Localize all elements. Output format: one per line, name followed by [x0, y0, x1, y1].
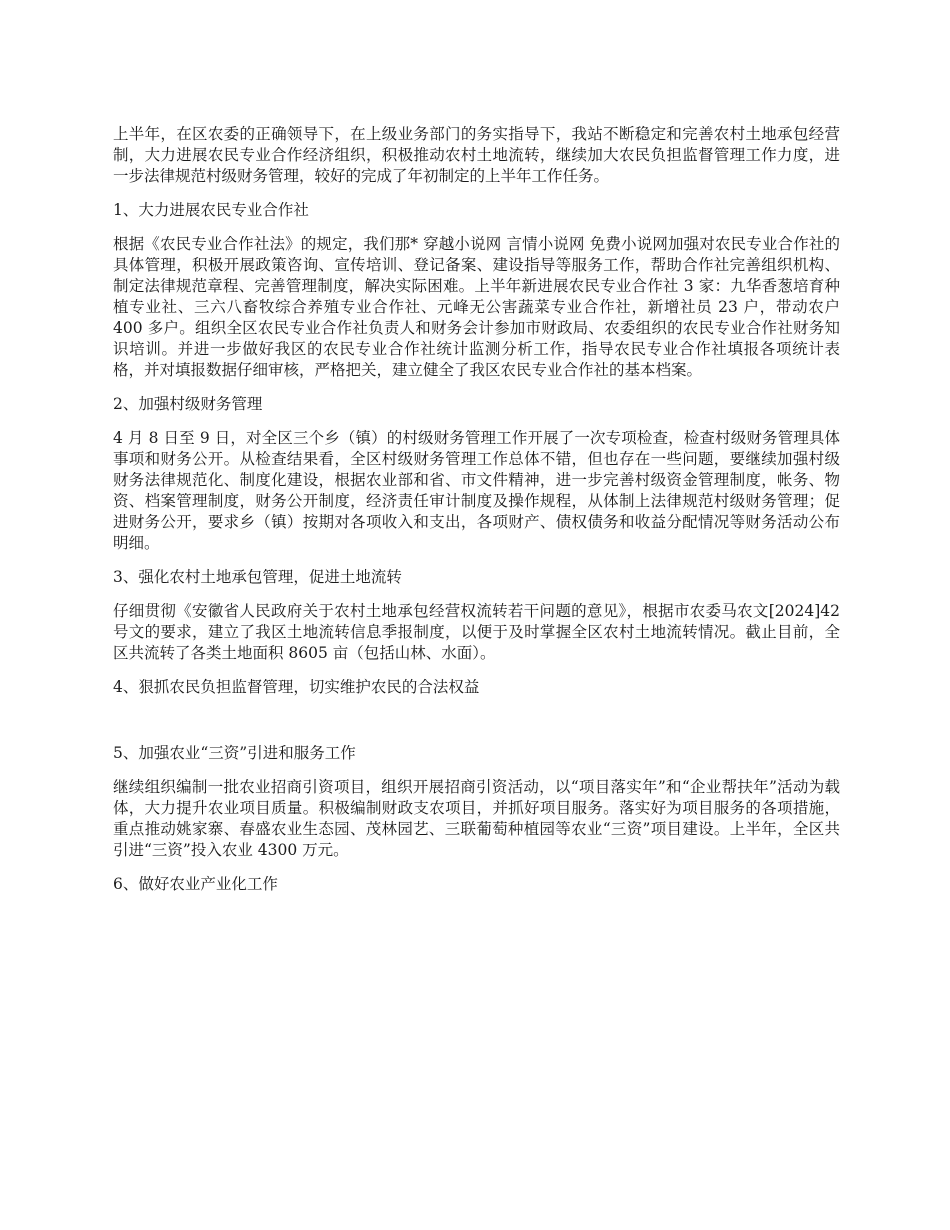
section-5-body: 继续组织编制一批农业招商引资项目，组织开展招商引资活动，以“项目落实年”和“企业帮扶年”活动为载体，大力提升农业项目质量。积极编制财政支农项目，并抓好项目服务。落实好为项目服务的各项措施，重点推动姚家寨、春盛农业生态园、茂林园艺、三联葡萄种植园等农业“三资”项目建设。上半年，全区共引进“三资”投入农业 4300 万元。: [113, 778, 840, 859]
section-1-body: 根据《农民专业合作社法》的规定，我们那* 穿越小说网 言情小说网 免费小说网加强对农民专业合作社的具体管理，积极开展政策咨询、宣传培训、登记备案、建设指导等服务工作，帮助合作社完善组织机构、制定法律规范章程、完善管理制度，解决实际困难。上半年新进展农民专业合作社 3 家：九华香葱培育种植专业社、三六八畜牧综合养殖专业合作社、元峰无公害蔬菜专业合作社，新增社员 23 户，带动农户 400 多户。组织全区农民专业合作社负责人和财务会计参加市财政局、农委组织的农民专业合作社财务知识培训。并进一步做好我区的农民专业合作社统计监测分析工作，指导农民专业合作社填报各项统计表格，并对填报数据仔细审核，严格把关，建立健全了我区农民专业合作社的基本档案。: [113, 235, 840, 379]
section-1-heading: 1、大力进展农民专业合作社: [113, 201, 309, 219]
section-2-body: 4 月 8 日至 9 日，对全区三个乡（镇）的村级财务管理工作开展了一次专项检查，检查村级财务管理具体事项和财务公开。从检查结果看，全区村级财务管理工作总体不错，但也存在一些问题，要继续加强村级财务法律规范化、制度化建设，根据农业部和省、市文件精神，进一步完善村级资金管理制度，帐务、物资、档案管理制度，财务公开制度，经济责任审计制度及操作规程，从体制上法律规范村级财务管理；促进财务公开，要求乡（镇）按期对各项收入和支出，各项财产、债权债务和收益分配情况等财务活动公布明细。: [113, 429, 840, 552]
section-3-heading: 3、强化农村土地承包管理，促进土地流转: [113, 568, 402, 586]
section-4-empty-space: [113, 711, 840, 743]
section-4-heading: 4、狠抓农民负担监督管理，切实维护农民的合法权益: [113, 678, 480, 696]
section-3-body: 仔细贯彻《安徽省人民政府关于农村土地承包经营权流转若干问题的意见》，根据市农委马农文[2024]42 号文的要求，建立了我区土地流转信息季报制度，以便于及时掌握全区农村土地流转情况。截止目前，全区共流转了各类土地面积 8605 亩（包括山林、水面）。: [113, 602, 840, 662]
section-2-heading: 2、加强村级财务管理: [113, 395, 263, 413]
section-5-heading: 5、加强农业“三资”引进和服务工作: [113, 744, 356, 762]
intro-paragraph: 上半年，在区农委的正确领导下，在上级业务部门的务实指导下，我站不断稳定和完善农村土地承包经营制，大力进展农民专业合作经济组织，积极推动农村土地流转，继续加大农民负担监督管理工作力度，进一步法律规范村级财务管理，较好的完成了年初制定的上半年工作任务。: [113, 125, 840, 185]
document-page: [113, 124, 840, 908]
section-6-heading: 6、做好农业产业化工作: [113, 875, 278, 893]
